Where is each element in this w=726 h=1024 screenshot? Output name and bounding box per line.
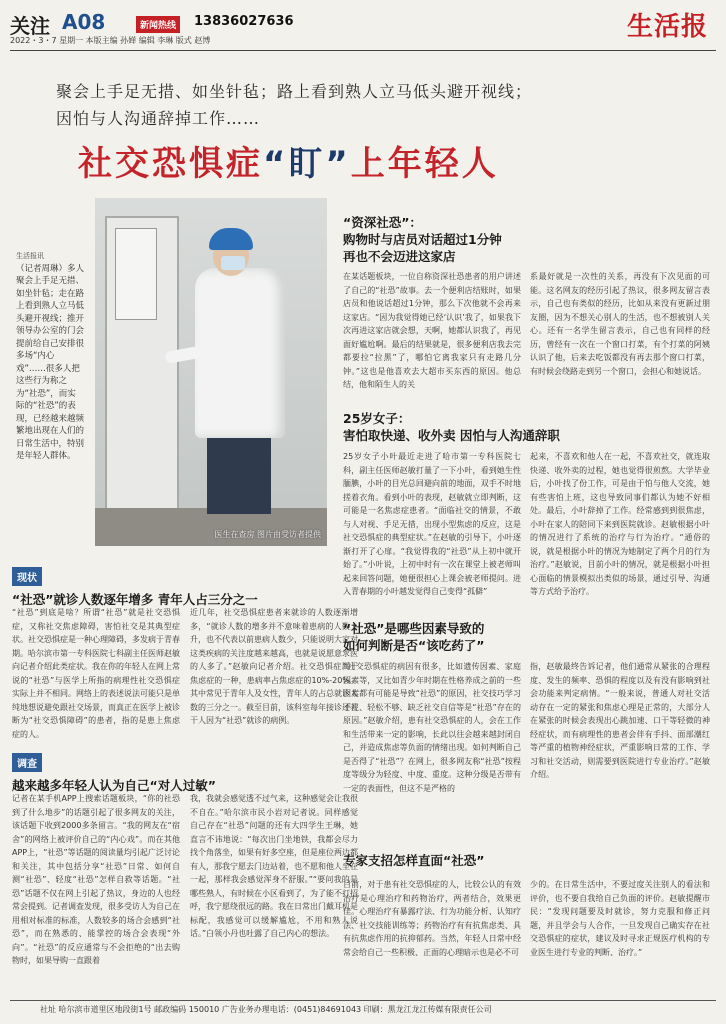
news-photo: [95, 198, 327, 546]
footer-info: 社址 哈尔滨市道里区地段街1号 邮政编码 150010 广告业务办理电话：(0451)84691043 印刷：黑龙江龙江传媒有限责任公司: [40, 1005, 492, 1014]
article-status-col-1: “社恐”到底是啥？所谓“社恐”就是社交恐惧症，又称社交焦虑障碍，害怕社交是其典型症状。社交恐惧症是一种心理障碍，多发病于青春期。哈尔滨市第一专科医院七科副主任医师赵敏向记者介绍此类症状。我在你的年轻人在网上常说的“社恐”与医学上所指的病理性社交恐惧症实际上并不相同。网络上的表述说法可能只是单纯地想说避免跟社交场景，而真正在医学上被诊断为“社交恐惧障碍”的患者，指的是患上焦虑症的人。: [12, 608, 180, 739]
hotline-badge: 新闻热线: [136, 16, 180, 33]
right-heading-causes: [343, 620, 703, 654]
photo-door-window: [115, 228, 157, 320]
issue-meta: 2022・3・7 星期一 本版主编 孙婵 编辑 李琳 版式 赵博: [10, 36, 211, 45]
photo-caption: 医生在查房 图片由受访者提供: [214, 530, 321, 539]
footer-rule: [10, 1000, 716, 1001]
hotline-number: 13836027636: [194, 14, 294, 29]
article-causes-col-1: “社交恐惧症的病因有很多，比如遗传因素、家庭因素等，又比如青少年时期在性格养成之前的一些因素都有可能是导致“社恐”的原因，社交技巧学习不足、轻松不够、缺乏社交自信等是“社恐”存在的原因。”赵敏介绍，患有社交恐惧症的人，会在工作和生活带来一定的影响，长此以往会越来越封闭自己，并造成焦虑等负面的情绪出现。如何判断自己是否得了“社恐”？在网上，很多网友称“社恐”按程度等级分为轻度、中度、重度。这种分级是否带有一定的表面性，但这不是严格的: [343, 662, 521, 793]
subhead-survey: 越来越多年轻人认为自己“对人过敏”: [12, 778, 216, 793]
article-woman-col-2: 起来，不喜欢和他人在一起，不喜欢社交，就连取快递、收外卖的过程，她也觉得很煎熬。大学毕业后，小叶找了份工作，可是由于怕与他人交流，她有些害怕上班，这也导致同事们都认为她不好相处。最后，小叶辞掉了工作。经常感到到很焦虑，小叶在家人的陪同下来到医院就诊。赵敏根据小叶的情况进行了系统的治疗与行为治疗。“通俗的说，就是根据小叶的情况为她制定了两个月的行为治疗。”赵敏说，目前小叶的情况，就是根据小叶担心面临的情景模拟出类似的场景，通过引导、沟通等方式给予治疗。: [530, 452, 710, 596]
article-survey-col-2: 我，我就会感觉透不过气来，这种感觉会让我很不自在。”哈尔滨市民小岩对记者说。同样感觉自己存在“社恐”问题的还有大四学生王琳，她直言不讳地说：“每次出门坐地铁，我都会尽力找个角落坐，如果有好多空座，但是座位两边都有人，那我宁愿去门边站着，也不愿和他人坐在一起，那样我会感觉浑身不舒服。”“要问我的是哪些熟人，有时候在小区看到了，为了能不打招呼，我宁愿绕很远的路。我在日常出门戴耳机是标配，我感觉可以缓解尴尬，不用和熟人说话。”白领小丹也吐露了自己内心的想法。: [190, 794, 358, 938]
lead-summary: [16, 250, 84, 463]
article-causes-col-2: 指，赵敏最终告诉记者，他们通常从紧张的合理程度、发生的频率、恐惧的程度以及有没有影响到社会功能来判定病情。“一般来说，普通人对社交活动存在一定的紧张和焦虑心理是正常的，大部分人在紧张的时候会表现出心跳加速、口干等轻微的神经症状，而有病理性的患者会伴有手抖、面部潮红等严重的植物神经症状，严重影响日常的工作、学习和社交活动，则需要到医院进行专业治疗。”赵敏介绍。: [530, 662, 710, 779]
page-number: A08: [62, 10, 106, 34]
headline-part-1: 社交恐惧症: [78, 144, 263, 184]
right-heading-expert: [343, 852, 703, 869]
right-heading-causes-1: “社恐”是哪些因素导致的: [343, 621, 485, 636]
masthead-rule: [10, 50, 716, 51]
right-heading-woman-1: 25岁女子：: [343, 411, 411, 426]
photo-doctor-mask: [221, 256, 245, 270]
section-status-heading: [12, 566, 358, 608]
article-veteran-col-2: 系最好就是一次性的关系，再没有下次见面的可能。这名网友的经历引起了热议，很多网友留言表示，自己也有类似的经历，比如从来没有更新过朋友圈，因为不想关心别人的生活，也不想被别人关心。还有一名学生留言表示，自己也有同样的经历，曾经有一次在一个窗口打菜，有个打菜的阿姨认识了他，后来去吃饭都没有再去那个窗口打菜，有时候会绕路走到另一个窗口，会担心和她说话。: [530, 272, 710, 376]
deck-line-1: 聚会上手足无措、如坐针毡；路上看到熟人立马低头避开视线；: [56, 82, 533, 101]
masthead: [10, 8, 716, 48]
headline-part-2: “盯”: [263, 144, 351, 184]
right-heading-woman: [343, 410, 703, 444]
article-veteran-col-1: 在某话题板块，一位自称资深社恐患者的用户讲述了自己的“社恐”故事。去一个便利店结账时，如果店员和他说话超过1分钟，那么下次他就不会再来这家店。“因为我觉得她已经‘认识’我了，如果我下次再进这家店就会想，天啊，她都认识我了，再见面好尴尬啊。最后的结果就是，很多便利店我去完都要拉“拉黑”了，哪怕它离我家只有走路几分钟。”这也是他喜欢去大超市买东西的原因。他总结，他和陌生人的关: [343, 272, 521, 389]
deck: [56, 78, 696, 132]
article-expert-col-2: 少的。在日常生活中，不要过度关注别人的看法和评价，也不要自我给自己负面的评价。赵敏提醒市民：“发现问题要及时就诊，努力克服和修正问题，并且学会与人合作，一旦发现自己确实存在社交恐惧症的症状，建议及时寻求正规医疗机构的专业医生进行专业的判断、治疗。”: [530, 880, 710, 957]
article-survey-col-1: 记者在某手机APP上搜索话题板块，“你的社恐到了什么地步”的话题引起了很多网友的关注，该话题下收到2000多条留言。“我的网友在“宿舍”的网络上被评价自己的“内心戏”。而在其他APP上，“社恐”等话题的阅读量均引起广泛讨论和关注，其中包括分享“社恐”日常、如何自测“社恐”、轻度“社恐”怎样自救等话题。“社恐”话题不仅在网上引起了热议，身边的人也经常会提到。记者调查发现，很多受访人为自己在用相对标准的标准，人数较多的场合会感到“社恐”，而在熟悉的、能掌控的场合会表现“外向”。“社恐”的反应通常与不会拒绝的“出去购物时，如果导购一直跟着: [12, 794, 180, 965]
headline: [78, 136, 678, 185]
section-survey-heading: [12, 752, 358, 794]
newspaper-logo: 生活报: [626, 12, 708, 42]
article-status-col-2: 近几年，社交恐惧症患者来就诊的人数逐渐增多，“就诊人数的增多并不意味着患病的人数上升，也不代表以前患病人数少，只能说明大家对这类疾病的关注度越来越高，也就是说愿意求医的人多了。”赵敏向记者介绍。社交恐惧症属于焦虑症的一种，患病率占焦虑症的10%-20%。其中常见于青年人及女性，青年人的占总就诊人数的三分之一。截至目前，该科室每年接诊过若干人因为“社恐”就诊的病例。: [190, 608, 358, 725]
photo-doctor-legs: [207, 434, 271, 514]
section-name: 关注: [10, 14, 50, 38]
article-expert-col-1: 目前，对于患有社交恐惧症的人，比较公认的有效治疗是心理治疗和药物治疗，两者结合，效果更佳。心理治疗有暴露疗法、行为功能分析、认知疗法、社交技能训练等；药物治疗有有抗焦虑类、具有抗焦虑作用的抗抑郁药。当然，年轻人日常中经常会给自己一些积极、正面的心理暗示也是必不可: [343, 880, 521, 957]
right-heading-causes-2: 如何判断是否“该吃药了”: [343, 638, 485, 653]
right-heading-woman-2: 害怕取快递、收外卖 因怕与人沟通辞职: [343, 428, 560, 443]
right-heading-veteran-1: “资深社恐”：: [343, 215, 422, 230]
tag-status: 现状: [12, 567, 42, 586]
right-heading-expert-1: 专家支招怎样直面“社恐”: [343, 853, 485, 868]
headline-part-3: 上年轻人: [350, 144, 499, 184]
subhead-status: “社恐”就诊人数逐年增多 青年人占三分之一: [12, 592, 258, 607]
summary-label: 生活报讯: [16, 252, 44, 260]
summary-body: （记者周琳）多人聚会上手足无措、如坐针毡；走在路上看到熟人立马低头避开视线；推开领导办公室的门会提前给自己安排很多场“内心戏”……很多人把这些行为称之为“社恐”，而实际的“社恐”的表现，已经越来越频繁地出现在人们的日常生活中，特别是年轻人群体。: [16, 263, 85, 461]
right-heading-veteran-2: 购物时与店员对话超过1分钟: [343, 232, 502, 247]
deck-line-2: 因怕与人沟通辞掉工作……: [56, 109, 261, 128]
right-heading-veteran: [343, 214, 703, 265]
right-heading-veteran-3: 再也不会迈进这家店: [343, 249, 456, 264]
tag-survey: 调查: [12, 753, 42, 772]
article-woman-col-1: 25岁女子小叶最近走进了哈市第一专科医院七科，副主任医师赵敏打量了一下小叶，看到她生性腼腆，小叶的目光总回避向前的地面，双手不时地搓着衣角。看到小叶的表现，赵敏就立即判断，这可能是一名焦虑症患者。“面临社交的情景，不敢与人对视、手足无措，出现小型焦虑的反应，这是社交恐惧症的典型症状。”在赵敏的引导下，小叶逐渐打开了心扉。“我觉得我的“社恐”从上初中就开始了。”小叶说，上初中时有一次在课堂上被老师叫起来回答问题，她便很担心上课会被老师提问。进入青春期的小叶越发觉得自己变得“孤僻”: [343, 452, 521, 596]
